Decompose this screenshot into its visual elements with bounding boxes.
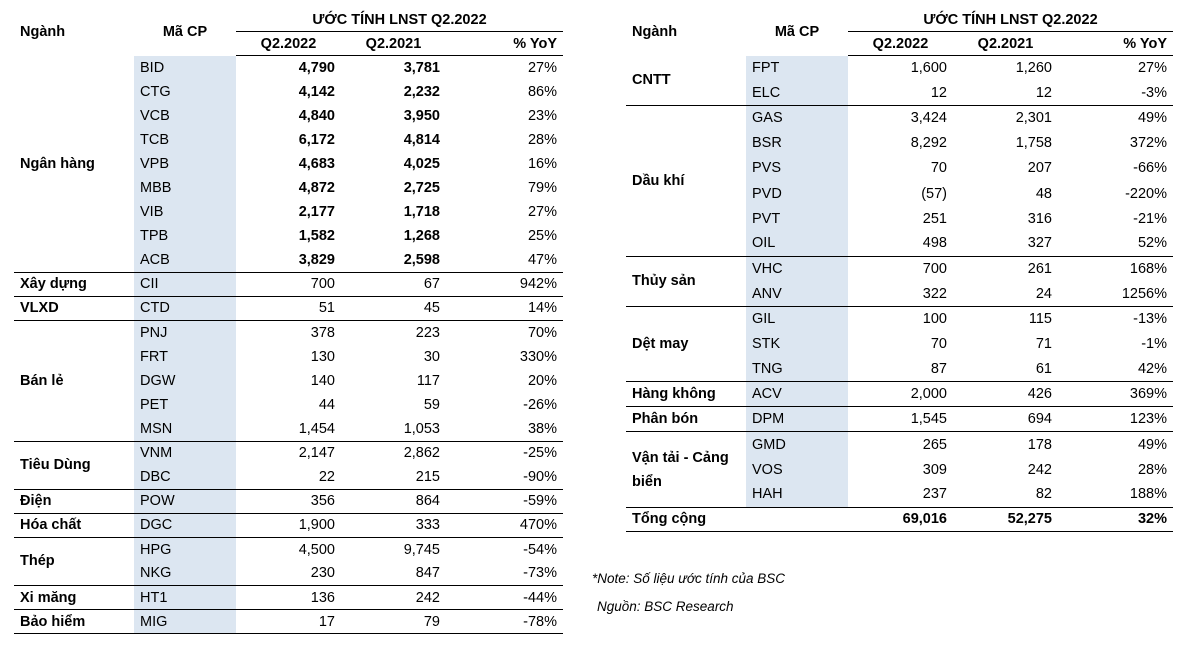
header-estimate: ƯỚC TÍNH LNST Q2.2022 xyxy=(236,9,563,32)
ticker-cell: VHC xyxy=(746,256,848,281)
yoy-cell: 27% xyxy=(527,204,557,221)
header-ticker: Mã CP xyxy=(746,9,848,56)
ticker-cell: VNM xyxy=(134,441,236,465)
ticker-cell: MIG xyxy=(134,610,236,634)
header-yoy: % YoY xyxy=(446,32,563,56)
q2021-cell: 242 xyxy=(341,586,446,610)
q2021-cell: 178 xyxy=(953,432,1058,457)
table-row xyxy=(14,610,563,634)
source-text: Nguồn: BSC Research xyxy=(597,599,734,614)
yoy-cell: -21% xyxy=(1133,210,1167,227)
q2022-cell: (57) xyxy=(921,185,947,202)
q2022-cell: 12 xyxy=(930,84,947,101)
ticker-cell: FRT xyxy=(134,345,236,369)
ticker-cell: CII xyxy=(134,272,236,296)
q2022-cell: 140 xyxy=(310,372,335,389)
total-yoy: 32% xyxy=(1058,507,1173,531)
note-text: *Note: Số liệu ước tính của BSC xyxy=(592,571,786,586)
total-label: Tổng cộng xyxy=(626,507,746,531)
yoy-cell: 330% xyxy=(519,348,557,365)
ticker-cell: DGC xyxy=(134,513,236,537)
ticker-cell: DGW xyxy=(134,369,236,393)
yoy-cell: -54% xyxy=(446,537,563,561)
yoy-cell: 38% xyxy=(527,420,557,437)
q2022-cell: 4,500 xyxy=(236,537,341,561)
yoy-cell: 372% xyxy=(1129,135,1167,152)
sector-label: Vận tải - Cảng biển xyxy=(626,432,746,507)
q2021-cell: 45 xyxy=(341,296,446,320)
q2022-cell: 1,600 xyxy=(910,60,947,77)
q2021-cell: 1,053 xyxy=(403,420,440,437)
q2021-cell: 115 xyxy=(953,306,1058,331)
ticker-cell: ACV xyxy=(746,382,848,407)
ticker-cell: ANV xyxy=(746,281,848,306)
q2021-cell: 4,025 xyxy=(403,155,440,172)
left-table-body xyxy=(14,56,563,634)
q2022-cell: 309 xyxy=(922,461,947,478)
yoy-cell: -25% xyxy=(446,441,563,465)
yoy-cell: 168% xyxy=(1058,256,1173,281)
table-row xyxy=(14,56,563,80)
q2021-cell: 4,814 xyxy=(403,131,440,148)
q2022-cell: 700 xyxy=(236,272,341,296)
yoy-cell: 28% xyxy=(527,131,557,148)
q2022-cell: 700 xyxy=(848,256,953,281)
yoy-cell: 188% xyxy=(1129,486,1167,503)
header-q2022: Q2.2022 xyxy=(236,32,341,56)
yoy-cell: -1% xyxy=(1141,336,1167,353)
sector-label: Bảo hiểm xyxy=(14,610,134,634)
ticker-cell: CTG xyxy=(134,80,236,104)
yoy-cell: -66% xyxy=(1133,160,1167,177)
q2021-cell: 694 xyxy=(953,407,1058,432)
table-row xyxy=(626,382,1173,407)
ticker-cell: BID xyxy=(134,56,236,80)
ticker-cell: PVS xyxy=(746,156,848,181)
yoy-cell: -220% xyxy=(1125,185,1167,202)
q2022-cell: 251 xyxy=(922,210,947,227)
ticker-cell: MBB xyxy=(134,176,236,200)
table-row xyxy=(14,489,563,513)
q2021-cell: 24 xyxy=(1035,285,1052,302)
q2022-cell: 4,872 xyxy=(298,180,335,197)
yoy-cell: 1256% xyxy=(1121,285,1167,302)
sector-label: Dầu khí xyxy=(626,106,746,257)
ticker-cell: CTD xyxy=(134,296,236,320)
ticker-cell: GIL xyxy=(746,306,848,331)
yoy-cell: 86% xyxy=(527,83,557,100)
yoy-cell: -90% xyxy=(523,468,557,485)
q2022-cell: 4,683 xyxy=(298,155,335,172)
ticker-cell: GAS xyxy=(746,106,848,131)
yoy-cell: -44% xyxy=(446,586,563,610)
yoy-cell: 49% xyxy=(1058,106,1173,131)
q2022-cell: 1,582 xyxy=(298,228,335,245)
q2021-cell: 79 xyxy=(341,610,446,634)
total-q2022: 69,016 xyxy=(848,507,953,531)
q2021-cell: 67 xyxy=(341,272,446,296)
ticker-cell: BSR xyxy=(746,131,848,156)
q2022-cell: 378 xyxy=(236,321,341,345)
ticker-cell: TPB xyxy=(134,224,236,248)
yoy-cell: -13% xyxy=(1058,306,1173,331)
ticker-cell: TNG xyxy=(746,357,848,382)
q2022-cell: 322 xyxy=(922,285,947,302)
q2021-cell: 327 xyxy=(1027,235,1052,252)
yoy-cell: 79% xyxy=(527,180,557,197)
yoy-cell: 49% xyxy=(1058,432,1173,457)
q2022-cell: 3,424 xyxy=(848,106,953,131)
q2022-cell: 4,790 xyxy=(298,59,335,76)
ticker-cell: POW xyxy=(134,489,236,513)
yoy-cell: -59% xyxy=(446,489,563,513)
ticker-cell: GMD xyxy=(746,432,848,457)
ticker-cell: PET xyxy=(134,393,236,417)
table-row xyxy=(14,537,563,561)
table-row xyxy=(14,272,563,296)
sector-label: Thép xyxy=(14,537,134,585)
q2022-cell: 136 xyxy=(236,586,341,610)
yoy-cell: -73% xyxy=(523,565,557,582)
right-profit-table xyxy=(626,9,1173,532)
q2022-cell: 2,147 xyxy=(236,441,341,465)
q2022-cell: 130 xyxy=(310,348,335,365)
yoy-cell: -78% xyxy=(446,610,563,634)
sector-label: Xi măng xyxy=(14,586,134,610)
header-sector: Ngành xyxy=(626,9,746,56)
ticker-cell: HT1 xyxy=(134,586,236,610)
sector-label: Xây dựng xyxy=(14,272,134,296)
q2021-cell: 12 xyxy=(1035,84,1052,101)
yoy-cell: 123% xyxy=(1058,407,1173,432)
q2022-cell: 265 xyxy=(848,432,953,457)
q2021-cell: 864 xyxy=(341,489,446,513)
yoy-cell: -26% xyxy=(523,396,557,413)
sector-label: CNTT xyxy=(632,72,671,89)
table-row xyxy=(14,321,563,345)
yoy-cell: -3% xyxy=(1141,84,1167,101)
yoy-cell: 23% xyxy=(527,107,557,124)
q2022-cell: 87 xyxy=(930,360,947,377)
table-row xyxy=(626,432,1173,457)
q2021-cell: 3,781 xyxy=(403,59,440,76)
q2021-cell: 71 xyxy=(1035,336,1052,353)
header-q2021: Q2.2021 xyxy=(953,32,1058,56)
q2022-cell: 3,829 xyxy=(298,252,335,269)
q2022-cell: 8,292 xyxy=(910,135,947,152)
ticker-cell: VPB xyxy=(134,152,236,176)
q2022-cell: 44 xyxy=(318,396,335,413)
ticker-cell: ACB xyxy=(134,248,236,272)
q2021-cell: 48 xyxy=(1035,185,1052,202)
yoy-cell: 27% xyxy=(527,59,557,76)
yoy-cell: 47% xyxy=(527,252,557,269)
sector-label: Bán lẻ xyxy=(14,321,134,441)
q2022-cell: 100 xyxy=(848,306,953,331)
sector-label: Thủy sản xyxy=(626,256,746,306)
sector-label: Dệt may xyxy=(626,306,746,381)
q2021-cell: 242 xyxy=(1027,461,1052,478)
yoy-cell: 25% xyxy=(527,228,557,245)
yoy-cell: 16% xyxy=(527,155,557,172)
table-row xyxy=(626,106,1173,131)
table-row xyxy=(626,407,1173,432)
q2021-cell: 2,232 xyxy=(403,83,440,100)
q2022-cell: 4,142 xyxy=(298,83,335,100)
ticker-cell: PVD xyxy=(746,181,848,206)
sector-label: Hàng không xyxy=(626,382,746,407)
q2022-cell: 2,177 xyxy=(298,204,335,221)
q2021-cell: 207 xyxy=(1027,160,1052,177)
ticker-cell: OIL xyxy=(746,231,848,256)
q2022-cell: 17 xyxy=(236,610,341,634)
q2021-cell: 9,745 xyxy=(341,537,446,561)
header-q2022: Q2.2022 xyxy=(848,32,953,56)
header-yoy: % YoY xyxy=(1058,32,1173,56)
q2022-cell: 6,172 xyxy=(298,131,335,148)
ticker-cell: HPG xyxy=(134,537,236,561)
total-row xyxy=(626,507,1173,531)
yoy-cell: 42% xyxy=(1137,360,1167,377)
q2021-cell: 1,268 xyxy=(403,228,440,245)
q2022-cell: 51 xyxy=(236,296,341,320)
ticker-cell: VIB xyxy=(134,200,236,224)
table-row xyxy=(14,513,563,537)
q2021-cell: 117 xyxy=(416,372,440,389)
ticker-cell: ELC xyxy=(746,81,848,106)
sector-label: VLXD xyxy=(14,296,134,320)
total-q2021: 52,275 xyxy=(953,507,1058,531)
yoy-cell: 14% xyxy=(446,296,563,320)
q2022-cell: 498 xyxy=(922,235,947,252)
ticker-cell: MSN xyxy=(134,417,236,441)
yoy-cell: 470% xyxy=(446,513,563,537)
ticker-cell: FPT xyxy=(746,56,848,81)
yoy-cell: 20% xyxy=(527,372,557,389)
q2021-cell: 1,758 xyxy=(1015,135,1052,152)
q2022-cell: 356 xyxy=(236,489,341,513)
q2021-cell: 2,301 xyxy=(953,106,1058,131)
sector-label: Điện xyxy=(14,489,134,513)
ticker-cell: HAH xyxy=(746,482,848,507)
header-q2021: Q2.2021 xyxy=(341,32,446,56)
q2021-cell: 316 xyxy=(1027,210,1052,227)
q2022-cell: 1,900 xyxy=(236,513,341,537)
q2021-cell: 82 xyxy=(1035,486,1052,503)
yoy-cell: 70% xyxy=(446,321,563,345)
q2021-cell: 3,950 xyxy=(403,107,440,124)
ticker-cell: DBC xyxy=(134,465,236,489)
ticker-cell: NKG xyxy=(134,561,236,585)
q2022-cell: 230 xyxy=(310,565,335,582)
table-row xyxy=(626,56,1173,81)
ticker-cell: DPM xyxy=(746,407,848,432)
yoy-cell: 52% xyxy=(1137,235,1167,252)
q2022-cell: 237 xyxy=(922,486,947,503)
ticker-cell: PNJ xyxy=(134,321,236,345)
q2022-cell: 2,000 xyxy=(848,382,953,407)
sector-label: Ngân hàng xyxy=(20,155,95,172)
header-sector: Ngành xyxy=(14,9,134,56)
sector-label: Tiêu Dùng xyxy=(14,441,134,489)
sector-label: Phân bón xyxy=(626,407,746,432)
header-estimate: ƯỚC TÍNH LNST Q2.2022 xyxy=(848,9,1173,32)
ticker-cell: VCB xyxy=(134,104,236,128)
q2022-cell: 70 xyxy=(930,160,947,177)
yoy-cell: 27% xyxy=(1137,60,1167,77)
ticker-cell: STK xyxy=(746,332,848,357)
q2021-cell: 1,718 xyxy=(403,204,440,221)
right-table-body xyxy=(626,56,1173,508)
total-ticker-blank xyxy=(746,507,848,531)
header-ticker: Mã CP xyxy=(134,9,236,56)
q2021-cell: 215 xyxy=(415,468,440,485)
q2021-cell: 2,598 xyxy=(403,252,440,269)
table-row xyxy=(626,306,1173,331)
q2021-cell: 2,862 xyxy=(341,441,446,465)
q2022-cell: 22 xyxy=(318,468,335,485)
table-row xyxy=(14,441,563,465)
q2022-cell: 1,454 xyxy=(298,420,335,437)
table-row xyxy=(14,296,563,320)
sector-label: Hóa chất xyxy=(14,513,134,537)
ticker-cell: TCB xyxy=(134,128,236,152)
q2021-cell: 426 xyxy=(953,382,1058,407)
table-row xyxy=(626,256,1173,281)
table-row xyxy=(14,586,563,610)
q2022-cell: 70 xyxy=(930,336,947,353)
q2021-cell: 1,260 xyxy=(1015,60,1052,77)
q2021-cell: 261 xyxy=(953,256,1058,281)
q2021-cell: 61 xyxy=(1035,360,1052,377)
q2021-cell: 847 xyxy=(415,565,440,582)
q2022-cell: 4,840 xyxy=(298,107,335,124)
q2021-cell: 333 xyxy=(341,513,446,537)
ticker-cell: VOS xyxy=(746,457,848,482)
q2022-cell: 1,545 xyxy=(848,407,953,432)
yoy-cell: 369% xyxy=(1058,382,1173,407)
yoy-cell: 28% xyxy=(1137,461,1167,478)
q2021-cell: 223 xyxy=(341,321,446,345)
q2021-cell: 30 xyxy=(423,348,440,365)
q2021-cell: 59 xyxy=(423,396,440,413)
ticker-cell: PVT xyxy=(746,206,848,231)
q2021-cell: 2,725 xyxy=(403,180,440,197)
yoy-cell: 942% xyxy=(446,272,563,296)
left-profit-table xyxy=(14,9,563,634)
